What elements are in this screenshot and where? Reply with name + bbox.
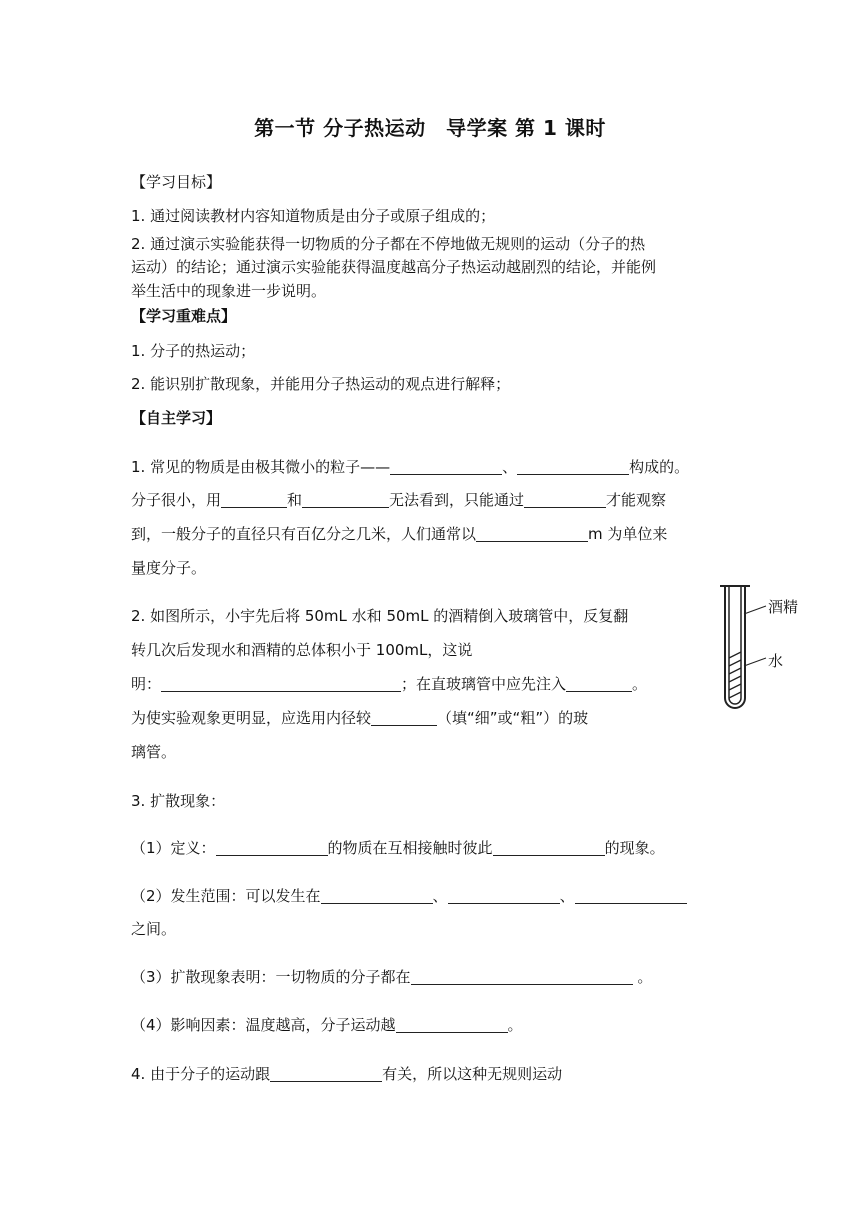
alcohol-label: 酒精	[768, 598, 799, 616]
q3-s1-text-c: 的现象。	[604, 839, 665, 857]
answer-blank[interactable]	[524, 491, 606, 508]
page-title: 第一节 分子热运动 导学案 第 1 课时	[254, 116, 606, 140]
answer-blank[interactable]	[390, 458, 502, 475]
q1-text-f: 无法看到，只能通过	[389, 491, 525, 509]
q3-s2-text-c: 、	[559, 887, 575, 905]
q1-line-2	[131, 490, 666, 510]
key-points-heading: 【学习重难点】	[131, 307, 237, 325]
goal-item-2-line-2: 运动）的结论；通过演示实验能获得温度越高分子热运动越剧烈的结论，并能例	[131, 258, 657, 276]
q3-sub-2	[131, 886, 687, 906]
answer-blank[interactable]	[476, 525, 588, 542]
q1-text-b: 、	[502, 458, 518, 476]
q1-text-c: 构成的。	[629, 458, 690, 476]
q3-s2-text-b: 、	[432, 887, 448, 905]
q1-text-a: 1. 常见的物质是由极其微小的粒子——	[131, 458, 391, 476]
self-study-heading: 【自主学习】	[131, 409, 222, 427]
q1-text-i: m 为单位来	[588, 525, 668, 543]
q2-text-d: 为使实验观象更明显，应选用内径较	[131, 709, 372, 727]
q2-line-4	[131, 708, 588, 728]
q2-text-a: 明：	[131, 675, 162, 693]
water-label: 水	[768, 652, 784, 670]
goal-item-1: 1. 通过阅读教材内容知道物质是由分子或原子组成的；	[131, 207, 496, 225]
answer-blank[interactable]	[302, 491, 389, 508]
q3-s4-text-b: 。	[507, 1016, 523, 1034]
q1-line-1	[131, 457, 689, 477]
q4-text-b: 有关，所以这种无规则运动	[382, 1065, 563, 1083]
q2-line-1: 2. 如图所示，小宇先后将 50mL 水和 50mL 的酒精倒入玻璃管中，反复翻	[131, 607, 629, 625]
answer-blank[interactable]	[396, 1016, 508, 1033]
q1-text-d: 分子很小，用	[131, 491, 222, 509]
answer-blank[interactable]	[371, 709, 437, 726]
goals-heading: 【学习目标】	[131, 173, 222, 191]
q3-s4-text-a: （4）影响因素：温度越高，分子运动越	[131, 1016, 396, 1034]
water-hatching	[729, 652, 741, 698]
q1-text-g: 才能观察	[606, 491, 667, 509]
q2-line-2: 转几次后发现水和酒精的总体积小于 100mL，这说	[131, 641, 473, 659]
answer-blank[interactable]	[493, 839, 605, 856]
goal-item-2-line-1: 2. 通过演示实验能获得一切物质的分子都在不停地做无规则的运动（分子的热	[131, 235, 646, 253]
q1-text-h: 到，一般分子的直径只有百亿分之几米，人们通常以	[131, 525, 477, 543]
answer-blank[interactable]	[270, 1065, 382, 1082]
q1-text-e: 和	[287, 491, 303, 509]
q1-line-3	[131, 524, 667, 544]
alcohol-leader-line	[744, 606, 766, 614]
water-leader-line	[744, 658, 766, 666]
answer-blank[interactable]	[161, 675, 401, 692]
q4-line	[131, 1064, 562, 1084]
key-point-2: 2. 能识别扩散现象，并能用分子热运动的观点进行解释；	[131, 375, 511, 393]
q3-sub-2-cont: 之间。	[131, 920, 177, 938]
q3-sub-4	[131, 1015, 523, 1035]
q1-line-4: 量度分子。	[131, 559, 207, 577]
q2-text-e: （填“细”或“粗”）的玻	[437, 709, 589, 727]
q3-s1-text-a: （1）定义：	[131, 839, 216, 857]
goal-item-2-line-3: 举生活中的现象进一步说明。	[131, 282, 327, 300]
answer-blank[interactable]	[517, 458, 629, 475]
tube-outer-wall	[725, 586, 745, 708]
q2-text-b: ；在直玻璃管中应先注入	[401, 675, 567, 693]
answer-blank[interactable]	[411, 968, 633, 985]
answer-blank[interactable]	[566, 675, 632, 692]
q3-sub-1	[131, 838, 665, 858]
q2-line-5: 璃管。	[131, 743, 177, 761]
q3-s3-text-b: 。	[632, 968, 653, 986]
q3-heading: 3. 扩散现象：	[131, 792, 226, 810]
answer-blank[interactable]	[221, 491, 287, 508]
q4-text-a: 4. 由于分子的运动跟	[131, 1065, 271, 1083]
answer-blank[interactable]	[575, 887, 687, 904]
answer-blank[interactable]	[321, 887, 433, 904]
answer-blank[interactable]	[448, 887, 560, 904]
q3-sub-3	[131, 967, 652, 987]
test-tube-figure	[716, 582, 816, 718]
q2-line-3	[131, 674, 647, 694]
q3-s3-text-a: （3）扩散现象表明：一切物质的分子都在	[131, 968, 411, 986]
answer-blank[interactable]	[216, 839, 328, 856]
q3-s2-text-a: （2）发生范围：可以发生在	[131, 887, 321, 905]
key-point-1: 1. 分子的热运动；	[131, 342, 256, 360]
q2-text-c: 。	[632, 675, 648, 693]
q3-s1-text-b: 的物质在互相接触时彼此	[327, 839, 493, 857]
